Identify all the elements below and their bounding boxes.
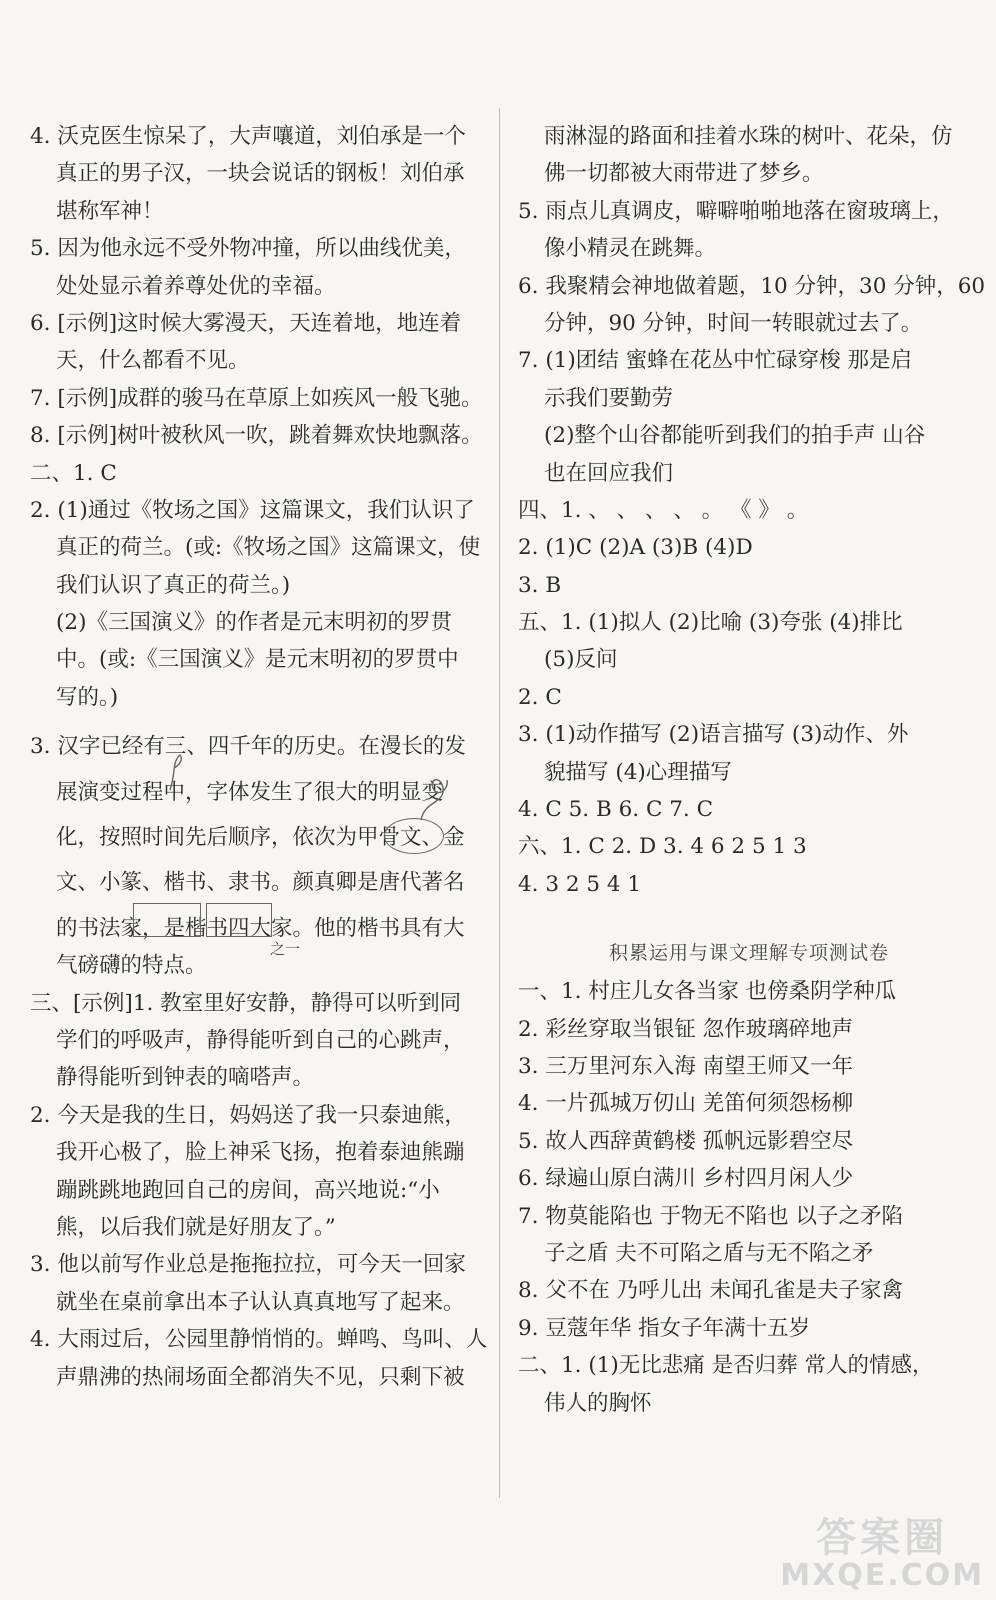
- right-column: [518, 118, 986, 1422]
- answer-line: 天，什么都看不见。: [56, 348, 250, 374]
- answer-line: 7. 物莫能陷也 于物无不陷也 以子之矛陷: [518, 1203, 904, 1229]
- answer-line: 4. 3 2 5 4 1: [518, 871, 642, 897]
- correction-note: 之一: [270, 940, 301, 958]
- answer-line: 2. C: [518, 684, 562, 710]
- answer-line: 中。(或:《三国演义》是元末明初的罗贯中: [56, 647, 459, 673]
- watermark-url: MXQE.COM: [780, 1558, 984, 1593]
- correction-mark-icon: [166, 752, 188, 792]
- column-divider: [499, 108, 500, 1498]
- answer-line: 5. 雨点儿真调皮，噼噼啪啪地落在窗玻璃上，: [518, 198, 954, 224]
- answer-line: 化，按照时间先后顺序，依次为甲骨文、金: [56, 825, 465, 851]
- answer-line: 貌描写 (4)心理描写: [544, 759, 732, 785]
- correction-box: [206, 903, 272, 937]
- answer-line: 7. [示例]成群的骏马在草原上如疾风一般飞驰。: [30, 385, 483, 411]
- answer-line: 文、小篆、楷书、隶书。颜真卿是唐代著名: [56, 870, 465, 896]
- answer-line: 分钟，90 分钟，时间一转眼就过去了。: [544, 310, 923, 336]
- answer-line: 就坐在桌前拿出本子认认真真地写了起来。: [56, 1289, 465, 1315]
- answer-line: (2)整个山谷都能听到我们的拍手声 山谷: [544, 423, 926, 449]
- answer-line: 处处显示着养尊处优的幸福。: [56, 273, 336, 299]
- answer-line: 二、1. C: [30, 460, 117, 486]
- answer-line: 2. 彩丝穿取当银钲 忽作玻璃碎地声: [518, 1016, 854, 1042]
- answer-line: 四、1. 、 、 、 、 。 《 》 。: [518, 497, 809, 523]
- answer-line: 4. 一片孤城万仞山 羌笛何须怨杨柳: [518, 1091, 854, 1117]
- answer-line: 熊，以后我们就是好朋友了。”: [56, 1214, 336, 1240]
- answer-line: 佛一切都被大雨带进了梦乡。: [544, 161, 824, 187]
- answer-line: 三、[示例]1. 教室里好安静，静得可以听到同: [30, 990, 462, 1016]
- answer-line: (5)反问: [544, 647, 618, 673]
- answer-line: 气磅礴的特点。: [56, 953, 207, 979]
- correction-mark-icon: [415, 770, 455, 822]
- answer-line: 6. [示例]这时候大雾漫天，天连着地，地连着: [30, 310, 462, 336]
- answer-line: 像小精灵在跳舞。: [544, 236, 717, 262]
- answer-line: (2)《三国演义》的作者是元末明初的罗贯: [56, 610, 452, 636]
- answer-line: 7. (1)团结 蜜蜂在花丛中忙碌穿梭 那是启: [518, 348, 912, 374]
- answer-line: 5. 故人西辞黄鹤楼 孤帆远影碧空尽: [518, 1128, 854, 1154]
- answer-line: 8. 父不在 乃呼儿出 未闻孔雀是夫子家禽: [518, 1278, 904, 1304]
- answer-line: 六、1. C 2. D 3. 4 6 2 5 1 3: [518, 834, 807, 860]
- answer-line: 展演变过程中，字体发生了很大的明显变: [56, 779, 444, 805]
- answer-line: 4. 大雨过后，公园里静悄悄的。蝉鸣、鸟叫、人: [30, 1327, 488, 1353]
- answer-line: 的书法家，是楷书四大家。他的楷书具有大: [56, 915, 465, 941]
- answer-line: 8. [示例]树叶被秋风一吹，跳着舞欢快地飘落。: [30, 423, 483, 449]
- answer-line: 子之盾 夫不可陷之盾与无不陷之矛: [544, 1240, 874, 1266]
- answer-line: 一、1. 村庄儿女各当家 也傍桑阴学种瓜: [518, 979, 897, 1005]
- answer-line: 也在回应我们: [544, 460, 674, 486]
- answer-line: 堪称军神！: [56, 198, 164, 224]
- answer-line: 真正的男子汉，一块会说话的钢板！刘伯承: [56, 161, 465, 187]
- answer-line: 5. 因为他永远不受外物冲撞，所以曲线优美，: [30, 236, 466, 262]
- answer-line: 真正的荷兰。(或:《牧场之国》这篇课文，使: [56, 535, 481, 561]
- answer-line: 2. (1)C (2)A (3)B (4)D: [518, 535, 753, 561]
- answer-line: 写的。): [56, 684, 119, 710]
- answer-line: 我开心极了，脸上神采飞扬，抱着泰迪熊蹦: [56, 1140, 465, 1166]
- answer-line: 6. 绿遍山原白满川 乡村四月闲人少: [518, 1166, 854, 1192]
- answer-line: 2. (1)通过《牧场之国》这篇课文，我们认识了: [30, 497, 475, 523]
- correction-box: [133, 903, 201, 937]
- answer-line: 3. B: [518, 572, 562, 598]
- correction-circle: [384, 818, 444, 854]
- answer-line: 我们认识了真正的荷兰。): [56, 572, 291, 598]
- answer-line: 示我们要勤劳: [544, 385, 674, 411]
- left-column: [30, 118, 488, 1396]
- answer-line: 五、1. (1)拟人 (2)比喻 (3)夸张 (4)排比: [518, 610, 903, 636]
- answer-line: 9. 豆蔻年华 指女子年满十五岁: [518, 1315, 811, 1341]
- answer-line: 4. C 5. B 6. C 7. C: [518, 797, 714, 823]
- answer-line: 3. (1)动作描写 (2)语言描写 (3)动作、外: [518, 722, 909, 748]
- answer-line: 3. 他以前写作业总是拖拖拉拉，可今天一回家: [30, 1252, 466, 1278]
- answer-line: 伟人的胸怀: [544, 1390, 652, 1416]
- answer-line: 6. 我聚精会神地做着题，10 分钟，30 分钟，60: [518, 273, 986, 299]
- answer-line: 学们的呼吸声，静得能听到自己的心跳声，: [56, 1027, 465, 1053]
- answer-line: 4. 沃克医生惊呆了，大声嚷道，刘伯承是一个: [30, 124, 466, 149]
- answer-line: 3. 汉字已经有三、四千年的历史。在漫长的发: [30, 734, 466, 760]
- answer-line: 二、1. (1)无比悲痛 是否归葬 常人的情感，: [518, 1353, 934, 1379]
- answer-line: 声鼎沸的热闹场面全都消失不见，只剩下被: [56, 1364, 465, 1390]
- answer-line: 蹦跳跳地跑回自己的房间，高兴地说:“小: [56, 1177, 440, 1203]
- watermark-logo: 答案圈: [816, 1515, 949, 1561]
- answer-line: 2. 今天是我的生日，妈妈送了我一只泰迪熊，: [30, 1102, 466, 1128]
- answer-line: 静得能听到钟表的嘀嗒声。: [56, 1065, 315, 1091]
- answer-line: 雨淋湿的路面和挂着水珠的树叶、花朵，仿: [544, 124, 953, 149]
- site-watermark: [780, 1516, 984, 1592]
- answer-line: 3. 三万里河东入海 南望王师又一年: [518, 1053, 854, 1079]
- section-title: 积累运用与课文理解专项测试卷: [608, 942, 889, 965]
